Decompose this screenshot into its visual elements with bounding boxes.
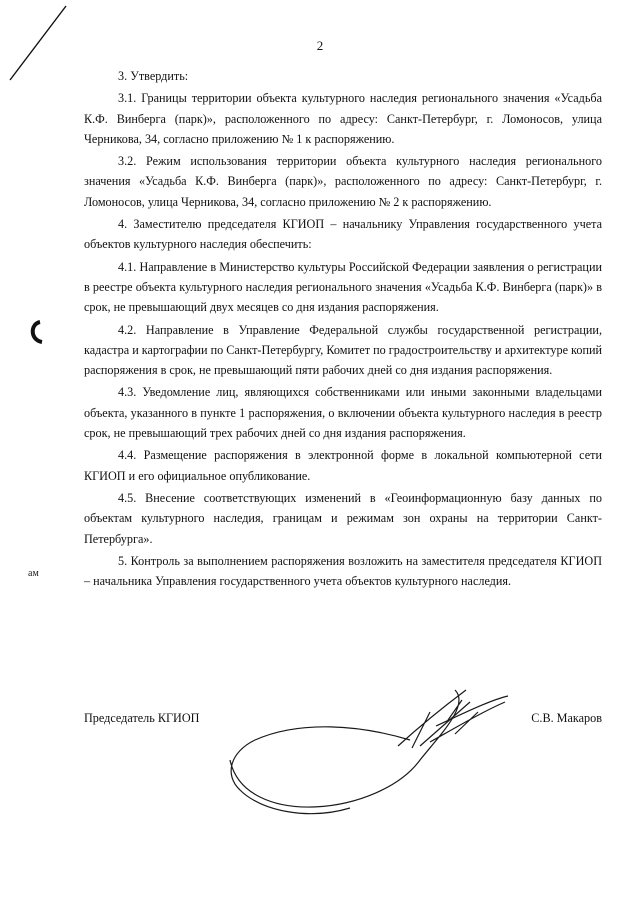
signature-scribble — [230, 690, 508, 814]
document-body — [84, 66, 602, 591]
margin-stamp: ам — [28, 568, 39, 579]
paragraph-4-2: 4.2. Направление в Управление Федеральной службы государственной регистрации, кадастра и картографии по Санкт-Петербургу, Комитет по градостроительству и архитектуре копий распоряжения в срок, не превышающий пяти рабочих дней со дня издания распоряжения. — [84, 322, 603, 378]
paragraph-4: 4. Заместителю председателя КГИОП – начальнику Управления государственного учета объектов культурного наследия обеспечить: — [84, 217, 602, 252]
paragraph-3: 3. Утвердить: — [118, 69, 189, 83]
hole-punch-mark — [33, 322, 42, 342]
signatory-position: Председатель КГИОП — [84, 711, 200, 725]
paragraph-4-3: 4.3. Уведомление лиц, являющихся собственниками или иными законными владельцами объекта, указанного в пункте 1 распоряжения, о включении объекта культурного наследия в реестр срок, не превышающий трех рабочих дней со дня издания распоряжения. — [84, 385, 602, 441]
paragraph-4-4: 4.4. Размещение распоряжения в электронной форме в локальной компьютерной сети КГИОП и его официальное опубликование. — [84, 448, 602, 483]
paragraph-3-1: 3.1. Границы территории объекта культурного наследия регионального значения «Усадьба К.Ф. Винберга (парк)», расположенного по адресу: Санкт-Петербург, г. Ломоносов, улица Черникова, 34, согласно приложению № 1 к распоряжению. — [84, 91, 602, 146]
paragraph-4-5: 4.5. Внесение соответствующих изменений в «Геоинформационную базу данных по объектам культурного наследия, границам и режимам зон охраны на территории Санкт-Петербурга». — [84, 490, 602, 546]
paragraph-3-2: 3.2. Режим использования территории объекта культурного наследия регионального значения «Усадьба К.Ф. Винберга (парк)», расположенного по адресу: Санкт-Петербург, г. Ломоносов, улица Черникова, 34, согласно приложению № 2 к распоряжению. — [84, 154, 602, 209]
paragraph-5: 5. Контроль за выполнением распоряжения возложить на заместителя председателя КГИОП – начальника Управления государственного учета объектов культурного наследия. — [84, 553, 602, 589]
paragraph-4-1: 4.1. Направление в Министерство культуры Российской Федерации заявления о регистрации в реестре объекта культурного наследия регионального значения «Усадьба К.Ф. Винберга (парк)» в срок, не превышающий двух месяцев со дня издания распоряжения. — [84, 259, 602, 315]
signatory-name: С.В. Макаров — [531, 711, 602, 725]
page-number: 2 — [316, 38, 324, 53]
